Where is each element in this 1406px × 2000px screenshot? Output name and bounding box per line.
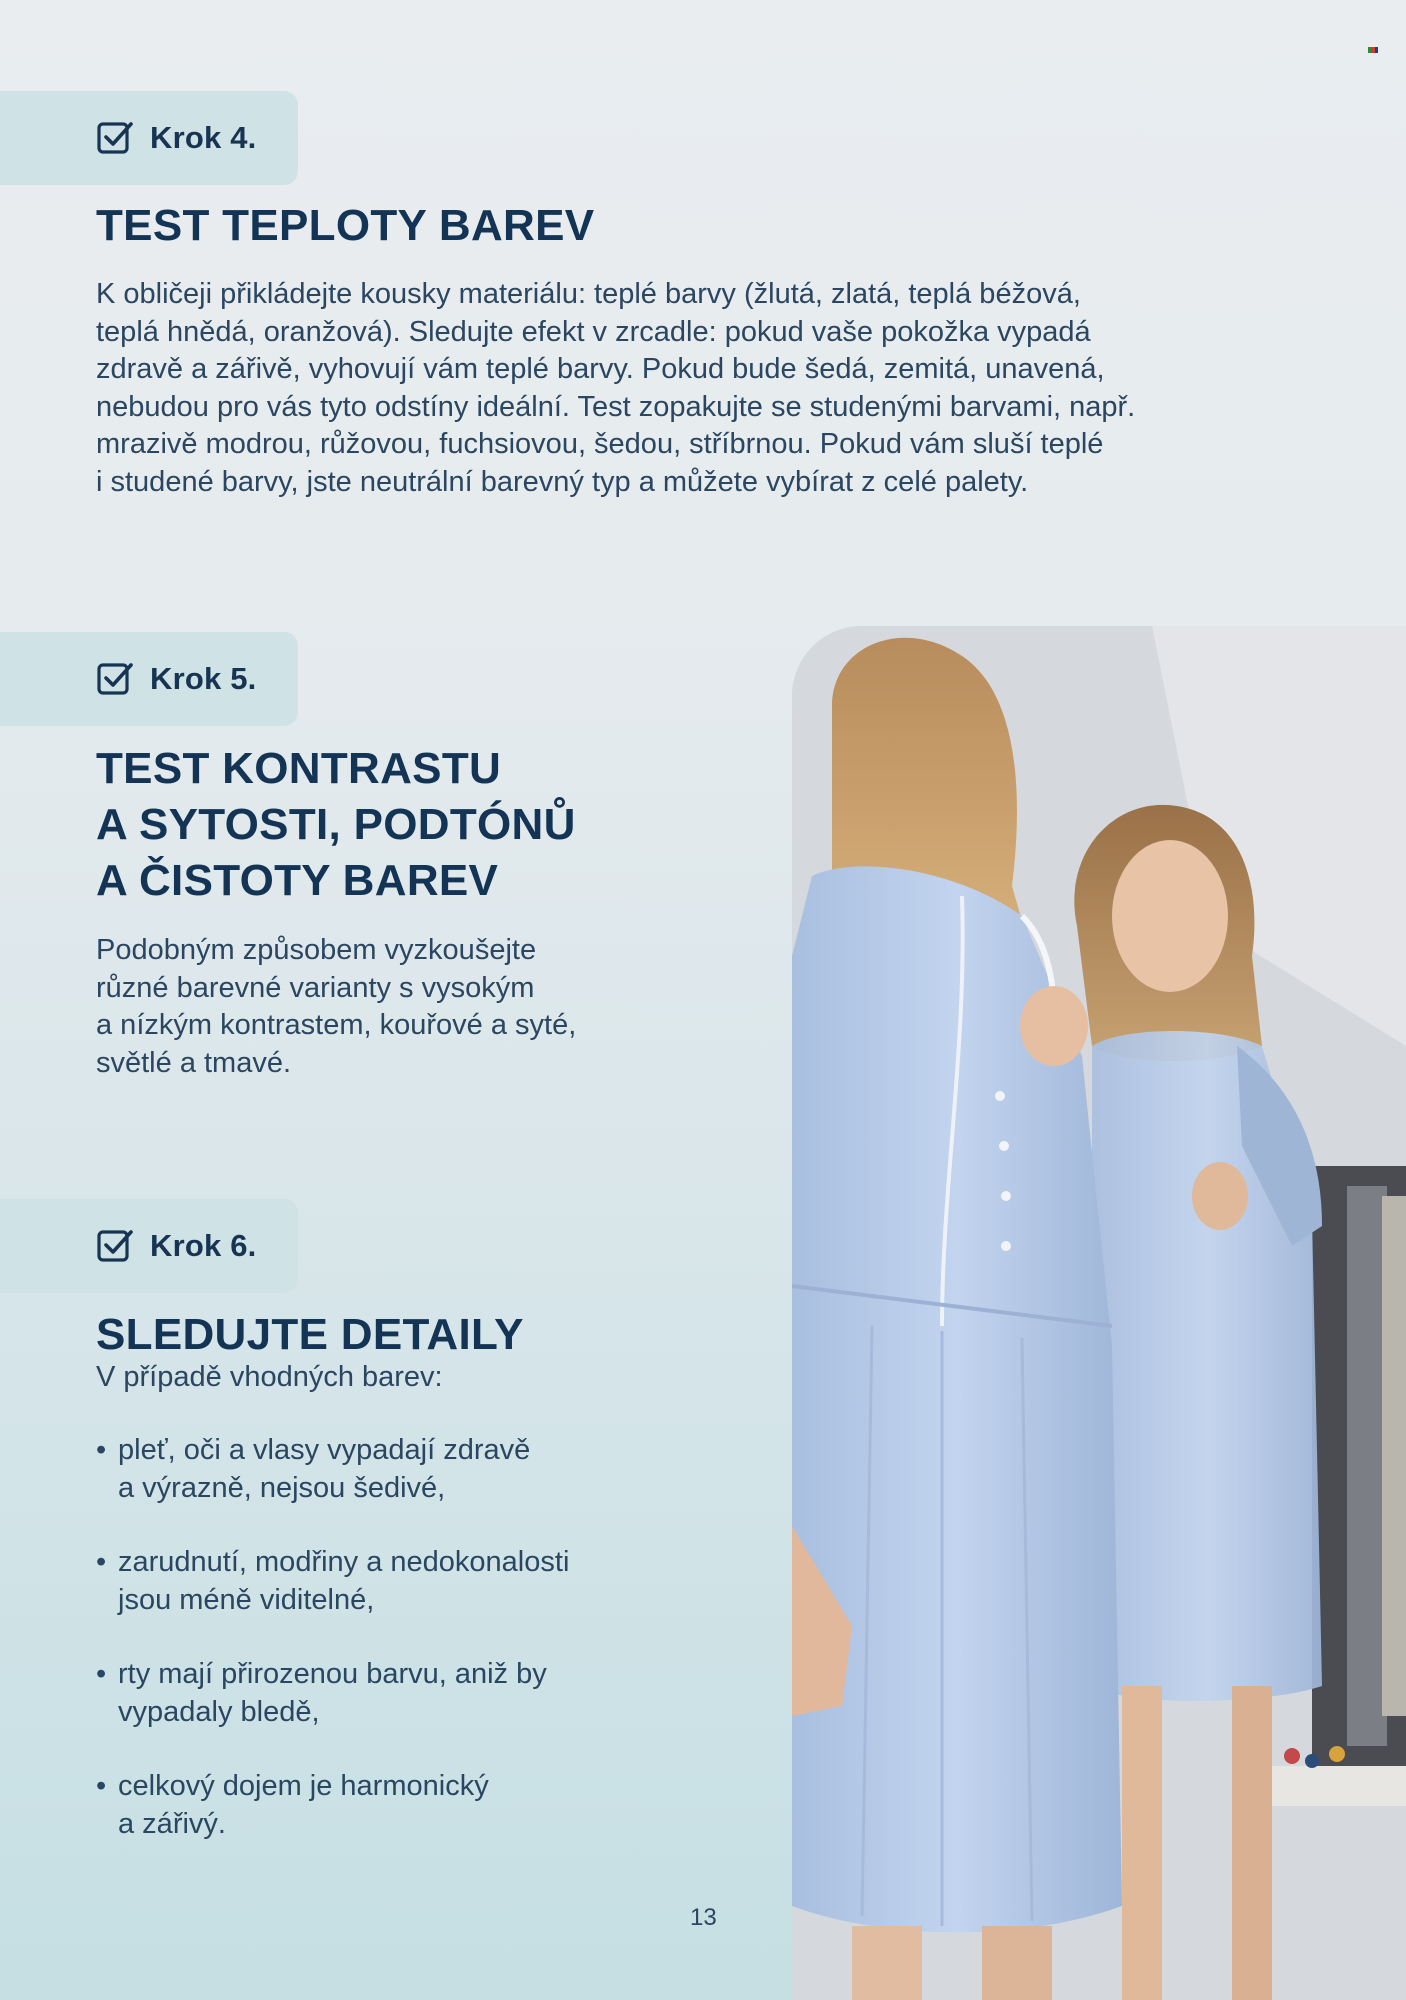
step-5-body-line: světlé a tmavé.	[96, 1046, 292, 1079]
page-number: 13	[690, 1904, 717, 1931]
step-4-body-line: nebudou pro vás tyto odstíny ideální. Test zopakujte se studenými barvami, např.	[96, 390, 1136, 423]
step-4-body-line: K obličeji přikládejte kousky materiálu: teplé barvy (žlutá, zlatá, teplá béžová,	[96, 278, 1081, 310]
list-item-line: pleť, oči a vlasy vypadají zdravě	[118, 1434, 531, 1466]
step-4-title-line: TEST TEPLOTY BAREV	[96, 201, 595, 250]
step-5-body-line: a nízkým kontrastem, kouřové a syté,	[96, 1009, 577, 1041]
step-6-tab	[0, 1199, 298, 1293]
checkbox-checked-icon	[96, 1227, 134, 1265]
bullet-dot: •	[96, 1658, 107, 1690]
step-6-title	[96, 1307, 524, 1363]
step-4-title	[96, 198, 594, 254]
step-4-body-line: zdravě a zářivě, vyhovují vám teplé barvy. Pokud bude šedá, zemitá, unavená,	[96, 353, 1105, 385]
list-item	[96, 1432, 696, 1507]
step-5-body	[96, 932, 576, 1082]
step-4-tab	[0, 91, 298, 185]
step-4-body-line: teplá hnědá, oranžová). Sledujte efekt v zrcadle: pokud vaše pokožka vypadá	[96, 315, 1091, 348]
list-item-line: vypadaly bledě,	[118, 1695, 320, 1728]
step-5-title-line: A SYTOSTI, PODTÓNŮ	[96, 800, 576, 849]
bullet-dot: •	[96, 1546, 107, 1578]
list-item	[96, 1768, 696, 1843]
mirror-photo	[792, 626, 1406, 2000]
step-4-body-line: i studené barvy, jste neutrální barevný typ a můžete vybírat z celé palety.	[96, 465, 1029, 498]
bullet-dot: •	[96, 1434, 107, 1466]
step-5-title-line: A ČISTOTY BAREV	[96, 856, 499, 905]
step-4-label: Krok 4.	[150, 120, 257, 155]
list-item-line: zarudnutí, modřiny a nedokonalosti	[118, 1546, 570, 1578]
step-6-title-line: SLEDUJTE DETAILY	[96, 1310, 524, 1359]
corner-mark-icon	[1368, 40, 1378, 46]
checkbox-checked-icon	[96, 119, 134, 157]
list-item-line: a výrazně, nejsou šedivé,	[118, 1471, 446, 1504]
list-item-line: jsou méně viditelné,	[118, 1583, 375, 1616]
list-item-line: celkový dojem je harmonický	[118, 1770, 489, 1802]
step-5-tab	[0, 632, 298, 726]
woman-mirror-illustration	[792, 626, 1406, 2000]
list-item-line: rty mají přirozenou barvu, aniž by	[118, 1658, 547, 1690]
list-item	[96, 1656, 696, 1731]
step-5-body-line: Podobným způsobem vyzkoušejte	[96, 934, 537, 966]
list-item-line: a zářivý.	[118, 1807, 226, 1840]
step-6-intro	[96, 1359, 443, 1397]
checkbox-checked-icon	[96, 660, 134, 698]
step-5-label: Krok 5.	[150, 661, 257, 696]
step-5-title	[96, 741, 576, 909]
step-6-intro-line: V případě vhodných barev:	[96, 1361, 443, 1393]
list-item	[96, 1544, 696, 1619]
step-4-body	[96, 276, 1135, 501]
bullet-dot: •	[96, 1770, 107, 1802]
step-5-body-line: různé barevné varianty s vysokým	[96, 971, 535, 1004]
details-bullet-list	[96, 1432, 696, 1880]
step-4-body-line: mrazivě modrou, růžovou, fuchsiovou, šedou, stříbrnou. Pokud vám sluší teplé	[96, 428, 1104, 460]
step-5-title-line: TEST KONTRASTU	[96, 744, 502, 793]
step-6-label: Krok 6.	[150, 1228, 257, 1263]
